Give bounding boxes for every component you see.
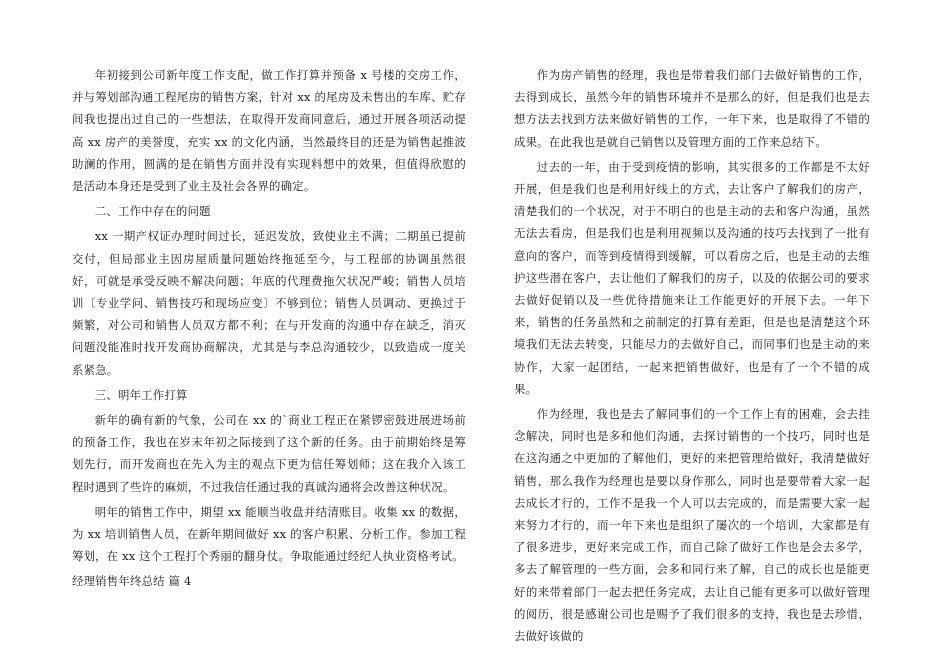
paragraph: 明年的销售工作中，期望 xx 能顺当收盘并结清账目。收集 xx 的数据，为 xx 培训销售人员，在新年期间做好 xx 的客户积累、分析工作。参加工程筹划，在 xx 这个工程打个秀丽的翻身仗。争取能通过经纪人执业资格考试。: [72, 504, 466, 564]
paragraph: 作为房产销售的经理，我也是带着我们部门去做好销售的工作，去得到成长，虽然今年的销售环境并不是那么的好，但是我们也是去想方法去找到方法来做好销售的工作，一年下来，也是取得了不错的成果。在此我也是就自己销售以及管理方面的工作来总结下。: [514, 68, 870, 149]
paragraph: 年初接到公司新年度工作支配，做工作打算并预备 x 号楼的交房工作，并与筹划部沟通工程尾房的销售方案，针对 xx 的尾房及未售出的车库、贮存间我也提出过自己的一些想法，在取得开发商同意后，通过开展各项活动提高 xx 房产的美誉度，充实 xx 的文化内涵，当然最终目的还是为销售起推波助澜的作用，圆满的是在销售方面并没有实现料想中的效果，但值得欣慰的是活动本身还是受到了业主及社会各界的确定。: [72, 68, 466, 194]
paragraph: 新年的确有新的气象，公司在 xx 的`商业工程正在紧锣密鼓进展进场前的预备工作，我也在岁末年初之际接到了这个新的任务。由于前期始终是筹划先行，而开发商也在先入为主的观点下更为信任筹划师；这在我介入该工程时遇到了些许的麻烦，不过我信任通过我的真诚沟通将会改善这种状况。: [72, 413, 466, 494]
paragraph: 过去的一年，由于受到疫情的影响，其实很多的工作都是不太好开展，但是我们也是利用好线上的方式，去让客户了解我们的房产，清楚我们的一个状况，对于不明白的也是主动的去和客户沟通，虽然无法去看房，但是我们也是利用视频以及沟通的技巧去找到了一批有意向的客户，而等到疫情得到缓解，可以看房之后，也是主动的去维护这些潜在客户，去让他们了解我们的房子，以及的依据公司的要求去做好促销以及一些优待措施来让工作能更好的开展下去。一年下来，销售的任务虽然和之前制定的打算有差距，但是也是清楚这个环境我们无法去转变，只能尽力的去做好自己，而同事们也是主动的来协作，大家一起团结，一起来把销售做好，也是有了一个不错的成果。: [514, 159, 870, 396]
right-column: [514, 64, 870, 650]
section-heading: 二、工作中存在的问题: [94, 204, 211, 219]
section-title: 经理销售年终总结 篇 4: [72, 574, 192, 589]
section-heading: 三、明年工作打算: [94, 387, 188, 402]
left-column: [72, 64, 466, 596]
paragraph: xx 一期产权证办理时间过长，延迟发放，致使业主不满；二期虽已提前交付，但局部业主因房屋质量问题始终拖延至今，与工程部的协调虽然很好，可就是承受反映不解决问题；年底的代理费拖欠状况严峻；销售人员培训〔专业学问、销售技巧和现场应变〕不够到位；销售人员调动、更换过于频繁，对公司和销售人员双方都不利；在与开发商的沟通中存在缺乏，消灭问题没能准时找开发商协商解决，尤其是与李总沟通较少，以致造成一度关系紧急。: [72, 229, 466, 377]
paragraph: 作为经理，我也是去了解同事们的一个工作上有的困难，会去挂念解决，同时也是多和他们沟通，去探讨销售的一个技巧，同时也是在这沟通之中更加的了解他们，更好的来把管理给做好，我清楚做好销售，那么我作为经理也是要以身作那么，同时也是要带着大家一起去成长才行的，工作不是我一个人可以去完成的，而是需要大家一起来努力才行的，而一年下来也是组织了屡次的一个培训，大家都是有了很多进步，更好来完成工作，而自己除了做好工作也是会去多学，多去了解管理的一些方面，会多和同行来了解，自己的成长也是能更好的来带着部门一起去把任务完成，去让自己能有更多可以做好管理的阅历，很是感谢公司也是赐予了我们很多的支持，我也是去珍惜，去做好该做的: [514, 407, 870, 644]
